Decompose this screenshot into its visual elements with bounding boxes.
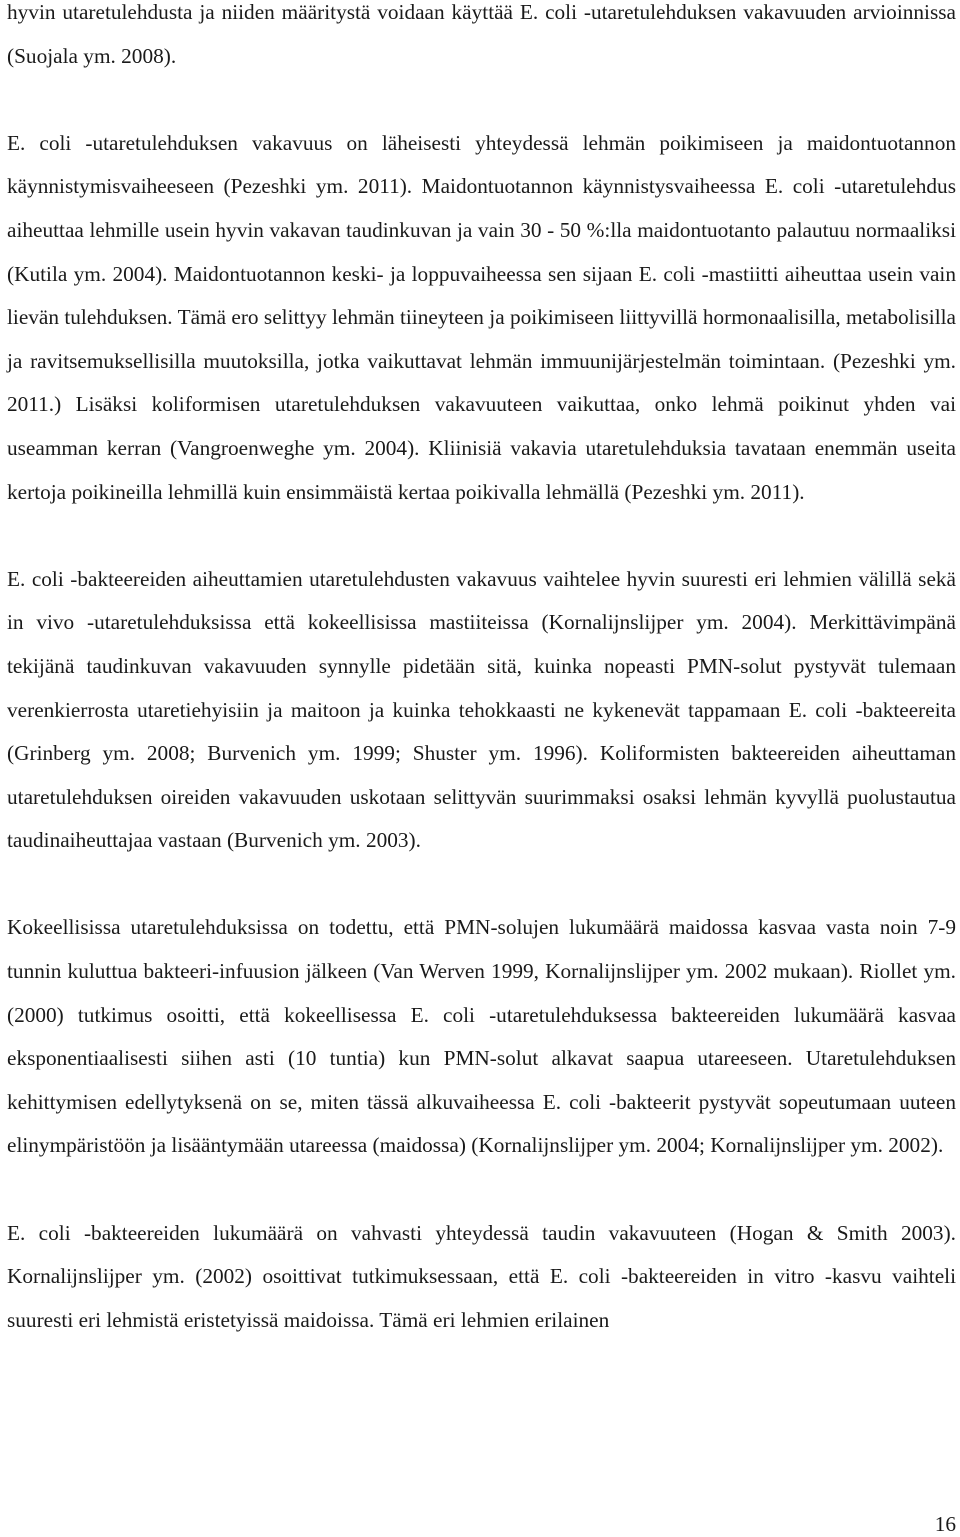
paragraph-gap [7,1168,956,1212]
paragraph-gap [7,514,956,558]
page-number: 16 [934,1512,956,1536]
paragraph-2: E. coli -utaretulehduksen vakavuus on läheisesti yhteydessä lehmän poikimiseen ja maidontuotannon käynnistymisvaiheeseen (Pezeshki ym. 2011). Maidontuotannon käynnistysvaiheessa E. coli -utaretulehdus aiheuttaa lehmille usein hyvin vakavan taudinkuvan ja vain 30 - 50 %:lla maidontuotanto palautuu normaaliksi (Kutila ym. 2004). Maidontuotannon keski- ja loppuvaiheessa sen sijaan E. coli -mastiitti aiheuttaa usein vain lievän tulehduksen. Tämä ero selittyy lehmän tiineyteen ja poikimiseen liittyvillä hormonaalisilla, metabolisilla ja ravitsemuksellisilla muutoksilla, jotka vaikuttavat lehmän immuunijärjestelmän toimintaan. (Pezeshki ym. 2011.) Lisäksi koliformisen utaretulehduksen vakavuuteen vaikuttaa, onko lehmä poikinut yhden vai useamman kerran (Vangroenweghe ym. 2004). Kliinisiä vakavia utaretulehduksia tavataan enemmän useita kertoja poikineilla lehmillä kuin ensimmäistä kertaa poikivalla lehmällä (Pezeshki ym. 2011). [7,130,956,504]
paragraph-gap [7,78,956,122]
paragraph-3: E. coli -bakteereiden aiheuttamien utaretulehdusten vakavuus vaihtelee hyvin suuresti eri lehmien välillä sekä in vivo -utaretulehduksissa että kokeellisissa mastiiteissa (Kornalijnslijper ym. 2004). Merkittävimpänä tekijänä taudinkuvan vakavuuden synnylle pidetään sitä, kuinka nopeasti PMN-solut pystyvät tulemaan verenkierrosta utaretiehyisiin ja maitoon ja kuinka tehokkaasti ne kykenevät tappamaan E. coli -bakteereita (Grinberg ym. 2008; Burvenich ym. 1999; Shuster ym. 1996). Koliformisten bakteereiden aiheuttaman utaretulehduksen oireiden vakavuuden uskotaan selittyvän suurimmaksi osaksi lehmän kyvyllä puolustautua taudinaiheuttajaa vastaan (Burvenich ym. 2003). [7,566,956,853]
document-page [7,0,956,1342]
paragraph-5: E. coli -bakteereiden lukumäärä on vahvasti yhteydessä taudin vakavuuteen (Hogan & Smith 2003). Kornalijnslijper ym. (2002) osoittivat tutkimuksessaan, että E. coli -bakteereiden in vitro -kasvu vaihteli suuresti eri lehmistä eristetyissä maidoissa. Tämä eri lehmien erilainen [7,1220,956,1332]
paragraph-gap [7,863,956,907]
paragraph-1: hyvin utaretulehdusta ja niiden määritystä voidaan käyttää E. coli -utaretulehduksen vakavuuden arvioinnissa (Suojala ym. 2008). [7,0,956,68]
paragraph-4: Kokeellisissa utaretulehduksissa on todettu, että PMN-solujen lukumäärä maidossa kasvaa vasta noin 7-9 tunnin kuluttua bakteeri-infuusion jälkeen (Van Werven 1999, Kornalijnslijper ym. 2002 mukaan). Riollet ym. (2000) tutkimus osoitti, että kokeellisessa E. coli -utaretulehduksessa bakteereiden lukumäärä kasvaa eksponentiaalisesti siihen asti (10 tuntia) kun PMN-solut alkavat saapua utareeseen. Utaretulehduksen kehittymisen edellytyksenä on se, miten tässä alkuvaiheessa E. coli -bakteerit pystyvät sopeutumaan uuteen elinympäristöön ja lisääntymään utareessa (maidossa) (Kornalijnslijper ym. 2004; Kornalijnslijper ym. 2002). [7,915,956,1158]
